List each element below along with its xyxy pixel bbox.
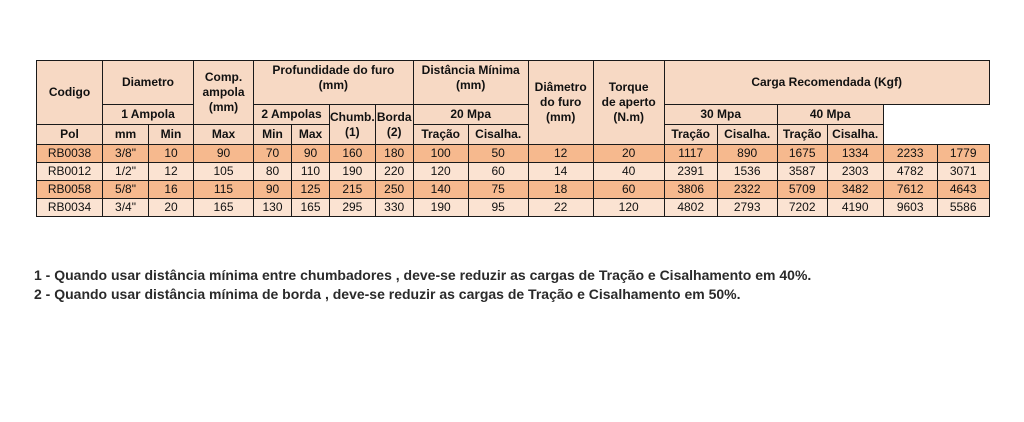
cell-t30: 5709 (777, 181, 827, 199)
cell-mm: 20 (149, 199, 194, 217)
header-cisalha-30: Cisalha. (717, 125, 777, 145)
cell-chumb: 120 (413, 163, 468, 181)
header-diametro-furo: Diâmetro do furo (mm) (528, 61, 593, 145)
cell-furo: 22 (528, 199, 593, 217)
cell-c40: 4643 (937, 181, 989, 199)
header-pol: Pol (37, 125, 103, 145)
header-codigo: Codigo (37, 61, 103, 125)
cell-c30: 4190 (827, 199, 883, 217)
cell-borda: 95 (468, 199, 528, 217)
cell-mm: 10 (149, 145, 194, 163)
cell-codigo: RB0012 (37, 163, 103, 181)
table-row (37, 181, 990, 199)
cell-t20: 4802 (664, 199, 717, 217)
cell-c20: 2322 (717, 181, 777, 199)
cell-c20: 2793 (717, 199, 777, 217)
cell-p2max: 180 (375, 145, 413, 163)
cell-p1min: 130 (254, 199, 292, 217)
cell-borda: 60 (468, 163, 528, 181)
cell-torque: 120 (593, 199, 664, 217)
header-tracao-20: Tração (413, 125, 468, 145)
cell-codigo: RB0034 (37, 199, 103, 217)
header-profundidade: Profundidade do furo (mm) (254, 61, 414, 105)
cell-c40: 5586 (937, 199, 989, 217)
cell-comp: 105 (194, 163, 254, 181)
cell-comp: 90 (194, 145, 254, 163)
cell-t30: 7202 (777, 199, 827, 217)
cell-furo: 12 (528, 145, 593, 163)
header-1-ampola-min: Min (149, 125, 194, 145)
header-2-ampolas-max: Max (292, 125, 330, 145)
cell-p2min: 160 (330, 145, 376, 163)
header-mm: mm (103, 125, 149, 145)
cell-chumb: 100 (413, 145, 468, 163)
header-diametro: Diametro (103, 61, 194, 105)
cell-pol: 5/8" (103, 181, 149, 199)
header-distancia-minima: Distância Mínima (mm) (413, 61, 528, 105)
cell-torque: 40 (593, 163, 664, 181)
table-body (37, 145, 990, 217)
header-20-mpa: 20 Mpa (413, 105, 528, 125)
cell-pol: 3/4" (103, 199, 149, 217)
cell-mm: 12 (149, 163, 194, 181)
cell-c40: 3071 (937, 163, 989, 181)
header-40-mpa: 40 Mpa (777, 105, 883, 125)
cell-comp: 115 (194, 181, 254, 199)
cell-c30: 2303 (827, 163, 883, 181)
cell-codigo: RB0038 (37, 145, 103, 163)
header-comp-ampola: Comp. ampola (mm) (194, 61, 254, 125)
cell-p2min: 190 (330, 163, 376, 181)
footnote-2: 2 - Quando usar distância mínima de borda , deve-se reduzir as cargas de Tração e Cisalhamento em 50%. (34, 286, 741, 302)
header-30-mpa: 30 Mpa (664, 105, 777, 125)
cell-pol: 1/2" (103, 163, 149, 181)
cell-p1max: 125 (292, 181, 330, 199)
cell-codigo: RB0058 (37, 181, 103, 199)
header-torque: Torque de aperto (N.m) (593, 61, 664, 145)
cell-t20: 2391 (664, 163, 717, 181)
header-tracao-40: Tração (777, 125, 827, 145)
header-cisalha-40: Cisalha. (827, 125, 883, 145)
cell-p2min: 215 (330, 181, 376, 199)
cell-p1max: 110 (292, 163, 330, 181)
cell-c20: 1536 (717, 163, 777, 181)
cell-torque: 60 (593, 181, 664, 199)
cell-p2max: 250 (375, 181, 413, 199)
cell-borda: 50 (468, 145, 528, 163)
cell-comp: 165 (194, 199, 254, 217)
cell-furo: 18 (528, 181, 593, 199)
cell-c40: 1779 (937, 145, 989, 163)
header-2-ampolas-min: Min (254, 125, 292, 145)
cell-t20: 1117 (664, 145, 717, 163)
cell-chumb: 190 (413, 199, 468, 217)
cell-p2max: 220 (375, 163, 413, 181)
cell-t40: 4782 (883, 163, 937, 181)
cell-t40: 9603 (883, 199, 937, 217)
cell-mm: 16 (149, 181, 194, 199)
cell-p1min: 70 (254, 145, 292, 163)
cell-p1min: 90 (254, 181, 292, 199)
cell-p1max: 165 (292, 199, 330, 217)
table-row (37, 163, 990, 181)
cell-furo: 14 (528, 163, 593, 181)
footnote-1: 1 - Quando usar distância mínima entre chumbadores , deve-se reduzir as cargas de Tração e Cisalhamento em 40%. (34, 267, 812, 283)
header-2-ampolas: 2 Ampolas (254, 105, 330, 125)
cell-c30: 1334 (827, 145, 883, 163)
header-tracao-30: Tração (664, 125, 717, 145)
cell-t30: 1675 (777, 145, 827, 163)
cell-t40: 7612 (883, 181, 937, 199)
cell-pol: 3/8" (103, 145, 149, 163)
specification-table (36, 60, 990, 217)
footnotes (34, 266, 811, 304)
header-chumb: Chumb. (1) (330, 105, 376, 145)
header-borda: Borda (2) (375, 105, 413, 145)
cell-t40: 2233 (883, 145, 937, 163)
cell-borda: 75 (468, 181, 528, 199)
cell-p2min: 295 (330, 199, 376, 217)
cell-t20: 3806 (664, 181, 717, 199)
cell-c30: 3482 (827, 181, 883, 199)
header-1-ampola: 1 Ampola (103, 105, 194, 125)
cell-p1min: 80 (254, 163, 292, 181)
header-1-ampola-max: Max (194, 125, 254, 145)
cell-t30: 3587 (777, 163, 827, 181)
cell-p1max: 90 (292, 145, 330, 163)
cell-p2max: 330 (375, 199, 413, 217)
cell-chumb: 140 (413, 181, 468, 199)
cell-torque: 20 (593, 145, 664, 163)
table-row (37, 145, 990, 163)
header-cisalha-20: Cisalha. (468, 125, 528, 145)
header-carga-recomendada: Carga Recomendada (Kgf) (664, 61, 989, 105)
cell-c20: 890 (717, 145, 777, 163)
table-row (37, 199, 990, 217)
